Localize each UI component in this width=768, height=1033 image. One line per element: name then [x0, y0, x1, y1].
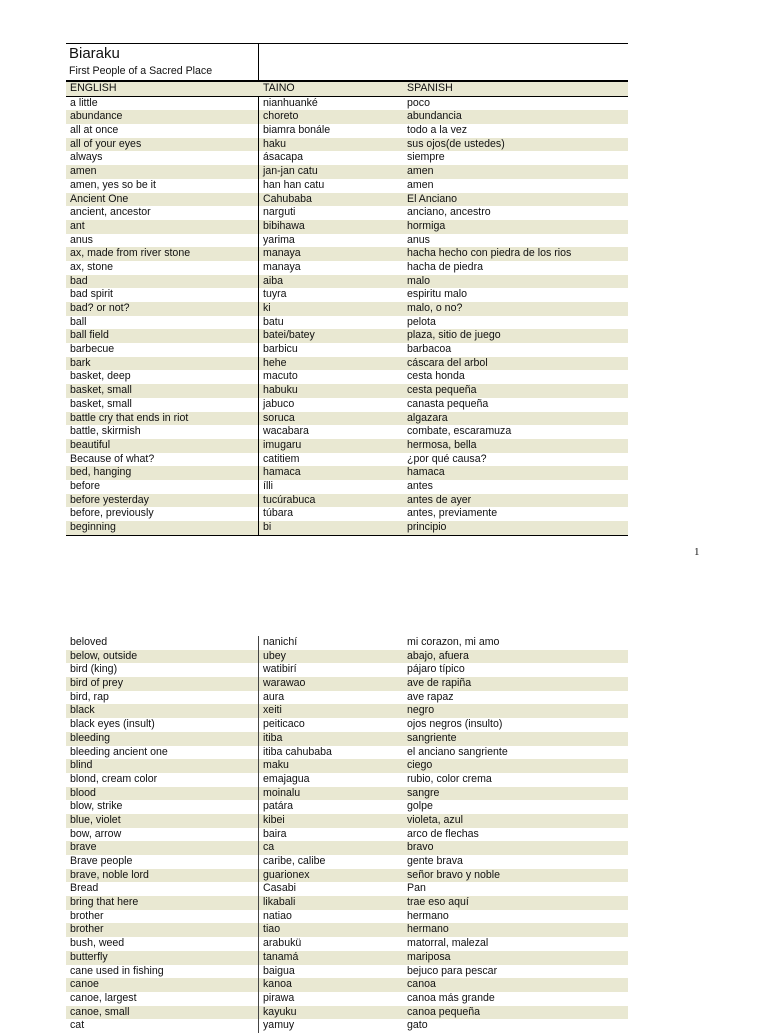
taino-term: jan-jan catu [263, 165, 318, 178]
english-term: bad [70, 274, 88, 287]
vocabulary-table-2 [66, 636, 628, 1033]
spanish-term: principio [407, 521, 447, 533]
table-2-body [66, 636, 628, 1033]
taino-term: pirawa [263, 991, 295, 1004]
english-term: beginning [70, 521, 116, 533]
table-row [66, 110, 628, 124]
spanish-term: ave de rapiña [407, 677, 472, 690]
taino-term: catitiem [263, 452, 300, 465]
spanish-term: el anciano sangriente [407, 745, 508, 758]
english-term: bark [70, 356, 91, 369]
taino-term: watibirí [263, 663, 297, 676]
english-term: canoe, small [70, 1005, 130, 1018]
spanish-term: bravo [407, 841, 434, 854]
english-term: basket, small [70, 397, 132, 410]
english-term: brother [70, 923, 104, 936]
english-term: beautiful [70, 438, 111, 451]
taino-term: ki [263, 302, 271, 314]
taino-term: aiba [263, 274, 284, 287]
spanish-term: abundancia [407, 110, 462, 123]
english-term: cat [70, 1019, 85, 1032]
spanish-term: canasta pequeña [407, 397, 489, 410]
english-term: bush, weed [70, 937, 125, 950]
taino-term: baira [263, 827, 287, 840]
table-row [66, 302, 628, 316]
taino-term: ubey [263, 649, 286, 662]
english-term: always [70, 151, 103, 164]
english-term: Brave people [70, 855, 133, 867]
spanish-term: canoa más grande [407, 991, 495, 1004]
spanish-term: mariposa [407, 950, 451, 963]
english-term: ancient, ancestor [70, 206, 151, 219]
vocabulary-table-1 [66, 43, 628, 536]
english-term: Ancient One [70, 192, 129, 205]
spanish-term: bejuco para pescar [407, 964, 498, 977]
table-row [66, 814, 628, 828]
table-row [66, 261, 628, 275]
spanish-term: combate, escaramuza [407, 425, 512, 438]
table-row [66, 704, 628, 718]
page-number: 1 [694, 546, 700, 558]
english-term: Bread [70, 882, 99, 895]
english-term: ball [70, 315, 87, 328]
english-term: bad spirit [70, 288, 113, 301]
table-row [66, 384, 628, 398]
taino-term: likabali [263, 896, 296, 909]
spanish-term: hacha de piedra [407, 260, 483, 273]
table-row [66, 787, 628, 801]
table-row [66, 275, 628, 289]
table-row [66, 650, 628, 664]
table-row [66, 494, 628, 508]
taino-term: Cahubaba [263, 192, 312, 205]
english-term: battle, skirmish [70, 425, 141, 438]
spanish-term: plaza, sitio de juego [407, 329, 501, 342]
table-row [66, 951, 628, 965]
spanish-term: hacha hecho con piedra de los rios [407, 247, 572, 260]
spanish-term: El Anciano [407, 192, 458, 205]
column-header-spanish: SPANISH [407, 82, 453, 94]
english-term: anus [70, 233, 93, 246]
spanish-term: ciego [407, 759, 433, 772]
spanish-term: trae eso aquí [407, 896, 469, 909]
spanish-term: canoa [407, 978, 436, 991]
table-row [66, 316, 628, 330]
table-row [66, 124, 628, 138]
table-row [66, 398, 628, 412]
taino-term: nianhuanké [263, 96, 318, 109]
spanish-term: sus ojos(de ustedes) [407, 137, 505, 150]
english-term: blow, strike [70, 800, 123, 813]
taino-term: nanichí [263, 636, 298, 648]
spanish-term: malo, o no? [407, 302, 463, 314]
spanish-term: cesta honda [407, 370, 465, 383]
table-row [66, 882, 628, 896]
english-term: before, previously [70, 507, 154, 520]
table-row [66, 247, 628, 261]
spanish-term: hermano [407, 909, 449, 922]
spanish-term: anus [407, 233, 430, 246]
spanish-term: amen [407, 165, 434, 178]
table-row [66, 343, 628, 357]
taino-term: peiticaco [263, 718, 305, 731]
table-row [66, 759, 628, 773]
table-row [66, 412, 628, 426]
table-row [66, 937, 628, 951]
english-term: battle cry that ends in riot [70, 411, 189, 424]
spanish-term: ojos negros (insulto) [407, 718, 503, 731]
taino-term: guarionex [263, 868, 310, 881]
taino-term: kayuku [263, 1005, 297, 1018]
column-header-english: ENGLISH [70, 82, 117, 94]
spanish-term: ¿por qué causa? [407, 452, 487, 465]
english-term: ax, made from river stone [70, 247, 191, 260]
taino-term: warawao [263, 677, 306, 690]
spanish-term: cáscara del arbol [407, 356, 488, 369]
taino-term: manaya [263, 247, 301, 260]
spanish-term: amen [407, 178, 434, 191]
taino-term: ílli [263, 479, 274, 492]
table-row [66, 165, 628, 179]
taino-term: soruca [263, 411, 295, 424]
table-row [66, 855, 628, 869]
taino-term: narguti [263, 206, 296, 219]
english-term: brave [70, 841, 97, 854]
taino-term: yamuy [263, 1019, 295, 1032]
taino-term: itiba [263, 731, 283, 744]
table-row [66, 1019, 628, 1033]
table-row [66, 828, 628, 842]
spanish-term: antes, previamente [407, 507, 498, 520]
taino-term: hamaca [263, 466, 301, 479]
table-row [66, 370, 628, 384]
spanish-term: ave rapaz [407, 690, 454, 703]
table-row [66, 800, 628, 814]
taino-term: yarima [263, 233, 295, 246]
table-row [66, 896, 628, 910]
english-term: barbecue [70, 343, 115, 356]
spanish-term: golpe [407, 800, 433, 813]
taino-term: imugaru [263, 438, 302, 451]
taino-term: bibihawa [263, 219, 305, 232]
table-row [66, 220, 628, 234]
table-row [66, 206, 628, 220]
spanish-term: malo [407, 274, 430, 287]
taino-term: tuyra [263, 288, 287, 301]
table-row [66, 288, 628, 302]
english-term: black [70, 704, 95, 717]
table-row [66, 691, 628, 705]
spanish-term: rubio, color crema [407, 772, 492, 785]
english-term: black eyes (insult) [70, 718, 155, 731]
english-term: canoe, largest [70, 991, 137, 1004]
document-title: Biaraku [69, 45, 120, 62]
table-row [66, 329, 628, 343]
taino-term: bi [263, 521, 272, 533]
english-term: below, outside [70, 649, 138, 662]
taino-term: aura [263, 690, 285, 703]
taino-term: túbara [263, 507, 294, 520]
english-term: canoe [70, 978, 99, 991]
taino-term: tucúrabuca [263, 493, 316, 506]
table-row [66, 480, 628, 494]
english-term: abundance [70, 110, 123, 123]
table-row [66, 869, 628, 883]
english-term: blond, cream color [70, 772, 158, 785]
document-subtitle: First People of a Sacred Place [69, 65, 213, 77]
spanish-term: hermano [407, 923, 449, 936]
english-term: bird (king) [70, 663, 118, 676]
taino-term: jabuco [263, 397, 295, 410]
table-row [66, 179, 628, 193]
table-row [66, 663, 628, 677]
english-term: ax, stone [70, 260, 113, 273]
spanish-term: pájaro típico [407, 663, 465, 676]
english-term: blind [70, 759, 93, 772]
taino-term: caribe, calibe [263, 855, 326, 867]
english-term: brave, noble lord [70, 868, 149, 881]
spanish-term: antes de ayer [407, 493, 472, 506]
spanish-term: sangre [407, 786, 440, 799]
spanish-term: anciano, ancestro [407, 206, 491, 219]
table-row [66, 151, 628, 165]
spanish-term: barbacoa [407, 343, 452, 356]
taino-term: batei/batey [263, 329, 315, 342]
table-row [66, 439, 628, 453]
english-term: before yesterday [70, 493, 149, 506]
english-term: basket, deep [70, 370, 131, 383]
taino-term: kibei [263, 813, 285, 826]
table-row [66, 193, 628, 207]
table-row [66, 746, 628, 760]
spanish-term: antes [407, 479, 433, 492]
spanish-term: violeta, azul [407, 813, 463, 826]
english-term: bleeding [70, 731, 111, 744]
taino-term: haku [263, 137, 286, 150]
english-term: bring that here [70, 896, 139, 909]
english-term: basket, small [70, 384, 132, 397]
spanish-term: arco de flechas [407, 827, 479, 840]
taino-term: baigua [263, 964, 295, 977]
taino-term: kanoa [263, 978, 292, 991]
english-term: bird of prey [70, 677, 123, 690]
table-row [66, 965, 628, 979]
english-term: blood [70, 786, 96, 799]
spanish-term: matorral, malezal [407, 937, 489, 950]
spanish-term: todo a la vez [407, 124, 468, 137]
table-row [66, 521, 628, 535]
taino-term: habuku [263, 384, 298, 397]
taino-term: choreto [263, 110, 299, 123]
table-row [66, 718, 628, 732]
spanish-term: canoa pequeña [407, 1005, 481, 1018]
spanish-term: Pan [407, 882, 426, 895]
table-1-body [66, 97, 628, 535]
taino-term: patára [263, 800, 294, 813]
spanish-term: siempre [407, 151, 445, 164]
column-header-row [66, 82, 628, 97]
english-term: all of your eyes [70, 137, 142, 150]
english-term: ant [70, 219, 85, 232]
spanish-term: espiritu malo [407, 288, 468, 301]
english-term: ball field [70, 329, 109, 342]
table-row [66, 97, 628, 111]
taino-term: wacabara [263, 425, 309, 438]
spanish-term: hormiga [407, 219, 446, 232]
taino-term: tanamá [263, 950, 299, 963]
table-row [66, 425, 628, 439]
spanish-term: hermosa, bella [407, 438, 477, 451]
taino-term: batu [263, 315, 284, 328]
column-header-taino: TAINO [263, 82, 295, 94]
table-title-block [66, 43, 628, 82]
table-row [66, 732, 628, 746]
spanish-term: cesta pequeña [407, 384, 477, 397]
table-row [66, 466, 628, 480]
table-row [66, 841, 628, 855]
english-term: butterfly [70, 950, 108, 963]
taino-term: manaya [263, 260, 301, 273]
spanish-term: algazara [407, 411, 448, 424]
english-term: beloved [70, 636, 108, 648]
spanish-term: mi corazon, mi amo [407, 636, 500, 648]
taino-term: tiao [263, 923, 281, 936]
spanish-term: gato [407, 1019, 428, 1032]
taino-term: moinalu [263, 786, 301, 799]
taino-term: maku [263, 759, 289, 772]
taino-term: Casabi [263, 882, 296, 895]
spanish-term: sangriente [407, 731, 457, 744]
table-row [66, 357, 628, 371]
table-row [66, 978, 628, 992]
taino-term: emajagua [263, 772, 310, 785]
table-row [66, 677, 628, 691]
table-row [66, 138, 628, 152]
taino-term: macuto [263, 370, 298, 383]
spanish-term: pelota [407, 315, 436, 328]
table-row [66, 507, 628, 521]
english-term: a little [70, 96, 98, 109]
english-term: blue, violet [70, 813, 121, 826]
english-term: before [70, 479, 101, 492]
taino-term: ásacapa [263, 151, 304, 164]
taino-term: han han catu [263, 178, 325, 191]
table-row [66, 234, 628, 248]
english-term: Because of what? [70, 452, 155, 465]
spanish-term: poco [407, 96, 430, 109]
english-term: amen [70, 165, 97, 178]
english-term: bow, arrow [70, 827, 122, 840]
table-row [66, 1006, 628, 1020]
table-row [66, 636, 628, 650]
taino-term: arabukü [263, 937, 302, 950]
taino-term: ca [263, 841, 275, 854]
spanish-term: hamaca [407, 466, 445, 479]
english-term: bird, rap [70, 690, 109, 703]
taino-term: xeiti [263, 704, 282, 717]
english-term: bad? or not? [70, 302, 130, 314]
spanish-term: señor bravo y noble [407, 868, 501, 881]
english-term: all at once [70, 124, 119, 137]
table-row [66, 910, 628, 924]
english-term: cane used in fishing [70, 964, 164, 977]
table-row [66, 923, 628, 937]
table-row [66, 453, 628, 467]
taino-term: barbicu [263, 343, 298, 356]
taino-term: biamra bonále [263, 124, 331, 137]
taino-term: hehe [263, 356, 287, 369]
spanish-term: negro [407, 704, 435, 717]
table-row [66, 773, 628, 787]
spanish-term: gente brava [407, 855, 463, 867]
english-term: bed, hanging [70, 466, 132, 479]
table-row [66, 992, 628, 1006]
taino-term: natiao [263, 909, 292, 922]
english-term: bleeding ancient one [70, 745, 168, 758]
english-term: amen, yes so be it [70, 178, 156, 191]
english-term: brother [70, 909, 104, 922]
spanish-term: abajo, afuera [407, 649, 469, 662]
taino-term: itiba cahubaba [263, 745, 332, 758]
